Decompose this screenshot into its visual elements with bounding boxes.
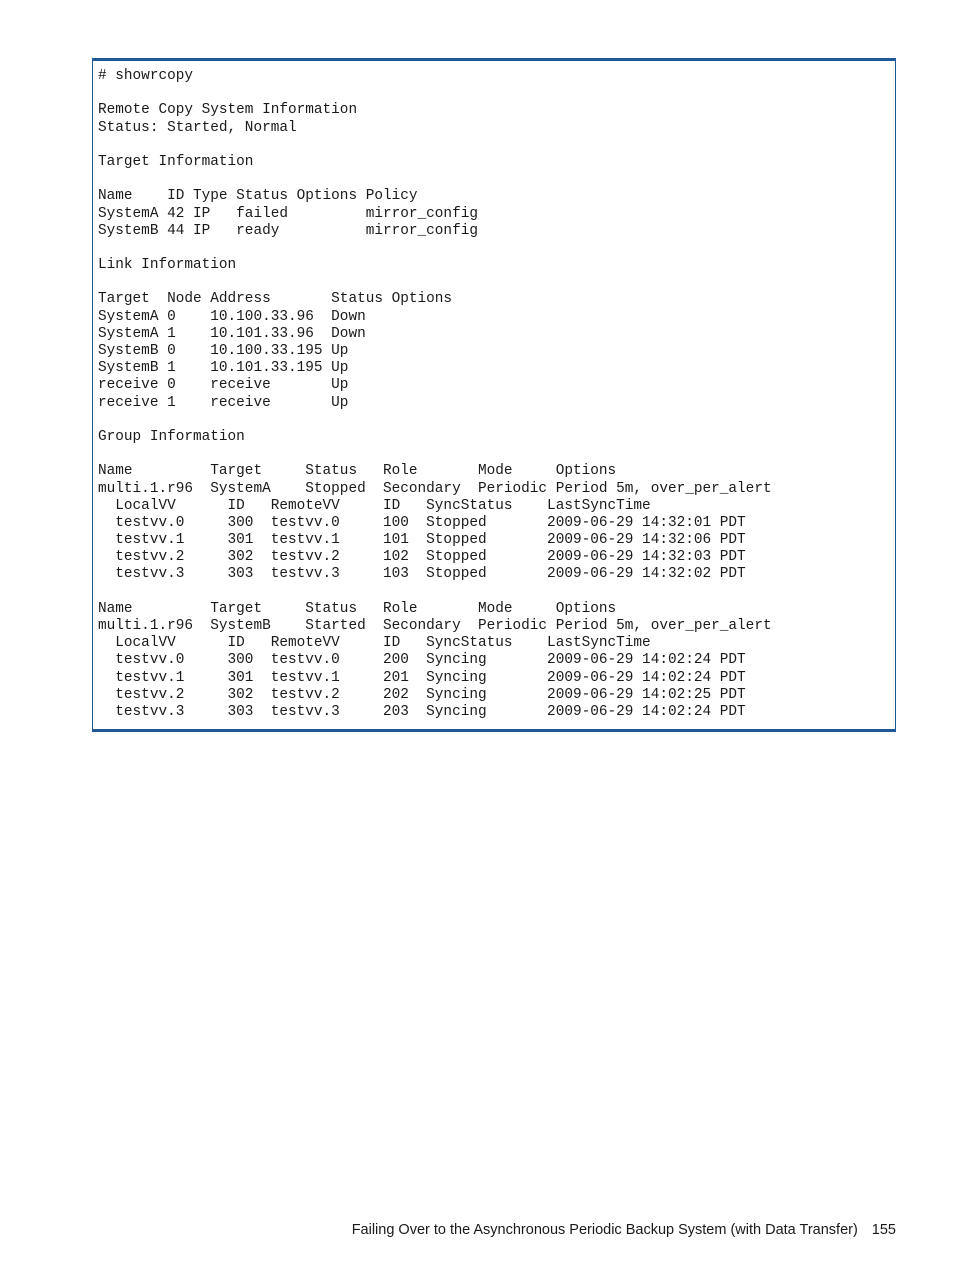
code-line: # showrcopy (98, 68, 193, 84)
footer-title: Failing Over to the Asynchronous Periodic Backup System (with Data Transfer) (351, 1222, 858, 1238)
code-line: testvv.0 300 testvv.0 100 Stopped 2009-06-29 14:32:01 PDT (98, 514, 746, 531)
code-line: testvv.0 300 testvv.0 200 Syncing 2009-06-29 14:02:24 PDT (98, 652, 746, 669)
code-line: Target Node Address Status Options (98, 291, 453, 308)
code-line: Group Information (98, 428, 245, 445)
code-line: Name Target Status Role Mode Options (98, 463, 617, 480)
code-line: SystemA 1 10.101.33.96 Down (98, 325, 366, 342)
code-line: Status: Started, Normal (98, 119, 297, 136)
code-line: Name ID Type Status Options Policy (98, 188, 418, 205)
code-line (98, 446, 772, 463)
code-line: testvv.2 302 testvv.2 202 Syncing 2009-06-29 14:02:25 PDT (98, 686, 746, 703)
code-line: multi.1.r96 SystemB Started Secondary Periodic Period 5m, over_per_alert (98, 618, 772, 634)
code-line (98, 85, 772, 102)
code-line: SystemB 44 IP ready mirror_config (98, 222, 478, 239)
page-footer (352, 1222, 896, 1238)
code-line: testvv.3 303 testvv.3 103 Stopped 2009-06-29 14:32:02 PDT (98, 566, 746, 583)
code-line: SystemB 1 10.101.33.195 Up (98, 360, 349, 377)
code-line: testvv.1 301 testvv.1 101 Stopped 2009-06-29 14:32:06 PDT (98, 532, 746, 549)
code-line: LocalVV ID RemoteVV ID SyncStatus LastSyncTime (98, 497, 651, 514)
code-line: receive 1 receive Up (98, 394, 349, 411)
code-line: testvv.1 301 testvv.1 201 Syncing 2009-06-29 14:02:24 PDT (98, 669, 746, 686)
code-line: Name Target Status Role Mode Options (98, 600, 617, 617)
code-line (98, 584, 772, 601)
code-line: multi.1.r96 SystemA Stopped Secondary Periodic Period 5m, over_per_alert (98, 480, 772, 497)
code-line (98, 240, 772, 257)
code-line: Link Information (98, 257, 237, 274)
code-line: SystemA 42 IP failed mirror_config (98, 205, 478, 222)
code-line: testvv.3 303 testvv.3 203 Syncing 2009-06-29 14:02:24 PDT (98, 703, 746, 720)
code-line (98, 137, 772, 154)
code-line: LocalVV ID RemoteVV ID SyncStatus LastSyncTime (98, 635, 651, 652)
code-line: receive 0 receive Up (98, 377, 349, 394)
code-line: testvv.2 302 testvv.2 102 Stopped 2009-06-29 14:32:03 PDT (98, 549, 746, 566)
code-line: SystemA 0 10.100.33.96 Down (98, 308, 366, 325)
page-number: 155 (871, 1222, 896, 1238)
code-lines (98, 68, 772, 721)
code-line (98, 171, 772, 188)
code-line: Remote Copy System Information (98, 102, 358, 119)
code-line (98, 274, 772, 291)
code-example-box (92, 58, 896, 732)
code-line: SystemB 0 10.100.33.195 Up (98, 343, 349, 359)
code-line: Target Information (98, 153, 254, 170)
code-line (98, 412, 772, 429)
